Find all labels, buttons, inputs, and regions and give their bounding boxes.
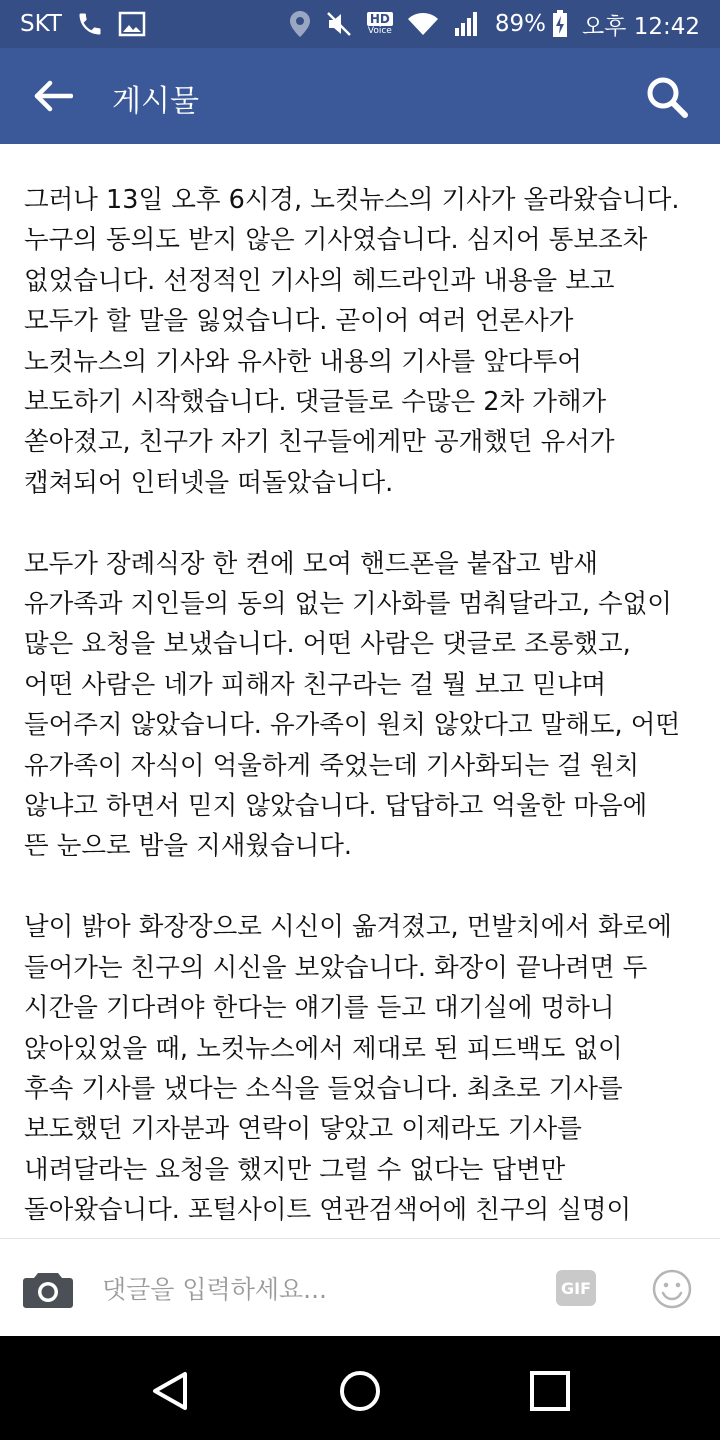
app-bar	[0, 48, 720, 144]
phone-icon	[76, 10, 104, 38]
post-line: 뜬 눈으로 밤을 지새웠습니다.	[24, 831, 353, 862]
post-content[interactable]	[0, 144, 720, 1238]
post-line: 앉아있었을 때, 노컷뉴스에서 제대로 된 피드백도 없이	[24, 1033, 623, 1064]
mute-icon	[325, 10, 353, 38]
battery-percent: 89%	[494, 11, 546, 37]
post-line: 내려달라는 요청을 했지만 그럴 수 없다는 답변만	[24, 1154, 566, 1185]
post-paragraph	[24, 907, 700, 1230]
post-line: 시간을 기다려야 한다는 얘기를 듣고 대기실에 멍하니	[24, 993, 615, 1024]
wifi-icon	[407, 11, 439, 37]
post-line: 모두가 장례식장 한 켠에 모여 핸드폰을 붙잡고 밤새	[24, 548, 599, 579]
post-paragraph	[24, 180, 700, 503]
status-bar	[0, 0, 720, 48]
post-line: 후속 기사를 냈다는 소식을 들었습니다. 최초로 기사를	[24, 1073, 623, 1104]
post-line: 보도하기 시작했습니다. 댓글들로 수많은 2차 가해가	[24, 387, 607, 418]
post-line: 캡쳐되어 인터넷을 떠돌았습니다.	[24, 467, 394, 498]
comment-input[interactable]	[100, 1265, 524, 1313]
post-line: 들어가는 친구의 시신을 보았습니다. 화장이 끝나려면 두	[24, 952, 648, 983]
post-line: 노컷뉴스의 기사와 유사한 내용의 기사를 앞다투어	[24, 346, 582, 377]
post-line: 돌아왔습니다. 포털사이트 연관검색어에 친구의 실명이	[24, 1195, 632, 1226]
emoji-button[interactable]	[652, 1269, 692, 1309]
post-line: 않냐고 하면서 믿지 않았습니다. 답답하고 억울한 마음에	[24, 791, 648, 822]
nav-home-button[interactable]	[335, 1366, 385, 1416]
post-line: 누구의 동의도 받지 않은 기사였습니다. 심지어 통보조차	[24, 225, 648, 256]
battery-charging-icon	[552, 10, 568, 38]
post-line: 쏟아졌고, 친구가 자기 친구들에게만 공개했던 유서가	[24, 427, 615, 458]
post-body	[24, 180, 700, 1231]
gif-button[interactable]: GIF	[556, 1270, 596, 1306]
square-recents-icon	[529, 1370, 571, 1412]
signal-icon	[453, 10, 481, 38]
post-line: 유가족이 자식이 억울하게 죽었는데 기사화되는 걸 원치	[24, 750, 640, 781]
nav-recents-button[interactable]	[525, 1366, 575, 1416]
hd-voice-icon: HD Voice	[367, 12, 392, 36]
search-icon	[645, 75, 689, 119]
paragraph-gap	[24, 867, 700, 907]
post-line: 모두가 할 말을 잃었습니다. 곧이어 여러 언론사가	[24, 306, 574, 337]
post-line: 없었습니다. 선정적인 기사의 헤드라인과 내용을 보고	[24, 265, 615, 296]
post-line: 들어주지 않았습니다. 유가족이 원치 않았다고 말해도, 어떤	[24, 710, 681, 741]
triangle-back-icon	[149, 1370, 191, 1412]
camera-button[interactable]	[22, 1269, 74, 1309]
post-line: 그러나 13일 오후 6시경, 노컷뉴스의 기사가 올라왔습니다.	[24, 185, 680, 215]
paragraph-gap	[24, 503, 700, 543]
image-icon	[118, 11, 146, 37]
carrier-label: SKT	[20, 11, 62, 37]
location-icon	[289, 10, 311, 38]
post-line: 유가족과 지인들의 동의 없는 기사화를 멈춰달라고, 수없이	[24, 589, 672, 620]
page-title: 게시물	[112, 84, 199, 119]
search-button[interactable]	[644, 74, 690, 120]
comment-bar	[0, 1238, 720, 1336]
nav-back-button[interactable]	[145, 1366, 195, 1416]
post-line: 날이 밝아 화장장으로 시신이 옮겨졌고, 먼발치에서 화로에	[24, 912, 672, 943]
post-line: 보도했던 기자분과 연락이 닿았고 이제라도 기사를	[24, 1114, 582, 1145]
arrow-left-icon	[33, 80, 73, 112]
back-button[interactable]	[30, 74, 76, 118]
post-line: 어떤 사람은 네가 피해자 친구라는 걸 뭘 보고 믿냐며	[24, 669, 607, 700]
post-line: 많은 요청을 보냈습니다. 어떤 사람은 댓글로 조롱했고,	[24, 629, 631, 660]
post-paragraph	[24, 544, 700, 867]
clock: 오후 12:42	[581, 13, 700, 40]
camera-icon	[22, 1269, 74, 1309]
smiley-icon	[652, 1269, 692, 1309]
navigation-bar	[0, 1336, 720, 1440]
circle-home-icon	[338, 1369, 382, 1413]
